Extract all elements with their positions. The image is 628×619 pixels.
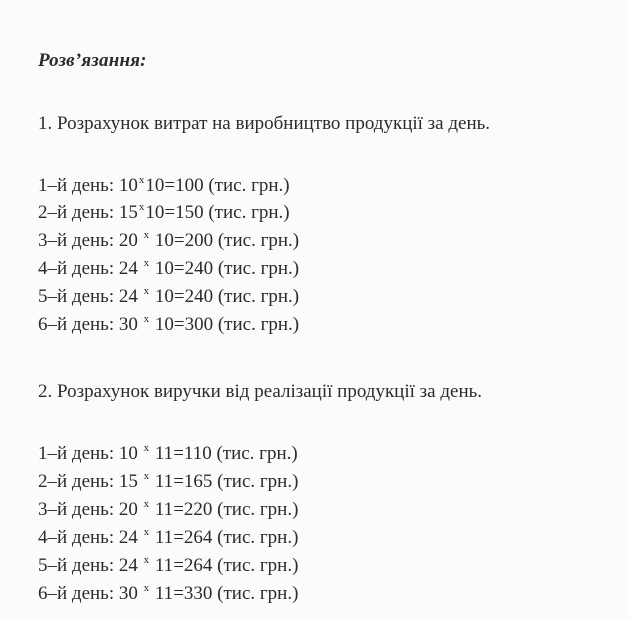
times-sign: x (143, 526, 150, 538)
row-factor-a: 24 (118, 555, 138, 576)
row-factor-a: 24 (118, 258, 138, 279)
row-factor-b: 11 (154, 555, 174, 576)
row-unit: (тис. грн.) (217, 286, 300, 307)
section-1-title: 1. Розрахунок витрат на виробництво продукції за день. (38, 113, 491, 134)
row-day-label: 5–й день: (38, 286, 115, 307)
times-sign: x (143, 257, 150, 269)
section-1-row-3 (38, 230, 299, 252)
equals-sign: = (173, 527, 184, 548)
equals-sign: = (173, 583, 184, 604)
row-factor-a: 15 (118, 471, 138, 492)
row-result: 330 (183, 583, 213, 604)
equals-sign: = (164, 202, 176, 223)
row-factor-a: 30 (118, 583, 138, 604)
row-result: 264 (183, 527, 213, 548)
row-result: 264 (183, 555, 213, 576)
times-sign: x (143, 470, 150, 482)
row-unit: (тис. грн.) (217, 583, 299, 604)
equals-sign: = (173, 443, 184, 464)
times-sign: x (143, 442, 150, 454)
section-2-row-1 (38, 443, 298, 465)
row-unit: (тис. грн.) (217, 499, 299, 520)
row-result: 165 (183, 471, 213, 492)
row-day-label: 6–й день: (38, 583, 115, 604)
section-2-row-3 (38, 499, 298, 521)
times-sign: x (138, 174, 145, 186)
row-factor-a: 10 (118, 443, 138, 464)
row-unit: (тис. грн.) (217, 258, 300, 279)
row-factor-b: 11 (154, 527, 174, 548)
row-day-label: 2–й день: (38, 471, 115, 492)
section-2-row-5 (38, 555, 298, 577)
equals-sign: = (173, 499, 184, 520)
section-2-row-2 (38, 471, 298, 493)
equals-sign: = (173, 230, 185, 251)
row-unit: (тис. грн.) (217, 230, 300, 251)
row-result: 100 (175, 175, 204, 196)
times-sign: x (143, 229, 150, 241)
row-factor-a: 24 (118, 527, 138, 548)
row-factor-a: 15 (118, 202, 138, 223)
row-factor-b: 10 (154, 314, 174, 335)
row-result: 240 (184, 286, 214, 307)
row-factor-b: 11 (154, 499, 174, 520)
row-result: 200 (184, 230, 214, 251)
section-2-title: 2. Розрахунок виручки від реалізації продукції за день. (38, 381, 483, 402)
times-sign: x (143, 554, 150, 566)
row-unit: (тис. грн.) (216, 443, 298, 464)
row-factor-b: 11 (154, 471, 174, 492)
row-result: 240 (184, 258, 214, 279)
solution-heading: Розв’язання: (38, 50, 147, 71)
row-unit: (тис. грн.) (217, 555, 299, 576)
row-day-label: 4–й день: (38, 258, 115, 279)
row-day-label: 1–й день: (38, 443, 115, 464)
row-unit: (тис. грн.) (208, 202, 290, 223)
row-factor-b: 10 (154, 230, 174, 251)
row-day-label: 3–й день: (38, 499, 115, 520)
times-sign: x (143, 582, 150, 594)
times-sign: x (138, 201, 145, 213)
row-factor-b: 10 (145, 175, 165, 196)
section-2-row-6 (38, 583, 298, 605)
row-factor-b: 11 (154, 443, 174, 464)
row-factor-a: 30 (118, 314, 138, 335)
equals-sign: = (173, 471, 184, 492)
equals-sign: = (173, 286, 185, 307)
row-factor-b: 10 (154, 258, 174, 279)
row-unit: (тис. грн.) (208, 175, 290, 196)
section-1-row-5 (38, 286, 299, 308)
row-day-label: 3–й день: (38, 230, 115, 251)
row-unit: (тис. грн.) (217, 527, 299, 548)
section-1-row-4 (38, 258, 299, 280)
row-day-label: 5–й день: (38, 555, 115, 576)
row-factor-a: 10 (118, 175, 138, 196)
row-day-label: 6–й день: (38, 314, 115, 335)
times-sign: x (143, 498, 150, 510)
row-day-label: 4–й день: (38, 527, 115, 548)
row-result: 110 (183, 443, 212, 464)
row-result: 220 (183, 499, 213, 520)
equals-sign: = (173, 555, 184, 576)
row-factor-b: 11 (154, 583, 174, 604)
row-factor-a: 24 (118, 286, 138, 307)
times-sign: x (143, 313, 150, 325)
row-result: 150 (175, 202, 204, 223)
row-factor-b: 10 (145, 202, 165, 223)
row-day-label: 2–й день: (38, 202, 115, 223)
row-unit: (тис. грн.) (217, 471, 299, 492)
row-result: 300 (184, 314, 214, 335)
equals-sign: = (173, 258, 185, 279)
section-1-row-6 (38, 314, 299, 336)
times-sign: x (143, 285, 150, 297)
row-factor-b: 10 (154, 286, 174, 307)
row-factor-a: 20 (118, 230, 138, 251)
section-1-row-2 (38, 202, 290, 224)
row-unit: (тис. грн.) (217, 314, 300, 335)
equals-sign: = (164, 175, 176, 196)
section-2-row-4 (38, 527, 298, 549)
row-day-label: 1–й день: (38, 175, 115, 196)
equals-sign: = (173, 314, 185, 335)
row-factor-a: 20 (118, 499, 138, 520)
section-1-row-1 (38, 175, 290, 197)
